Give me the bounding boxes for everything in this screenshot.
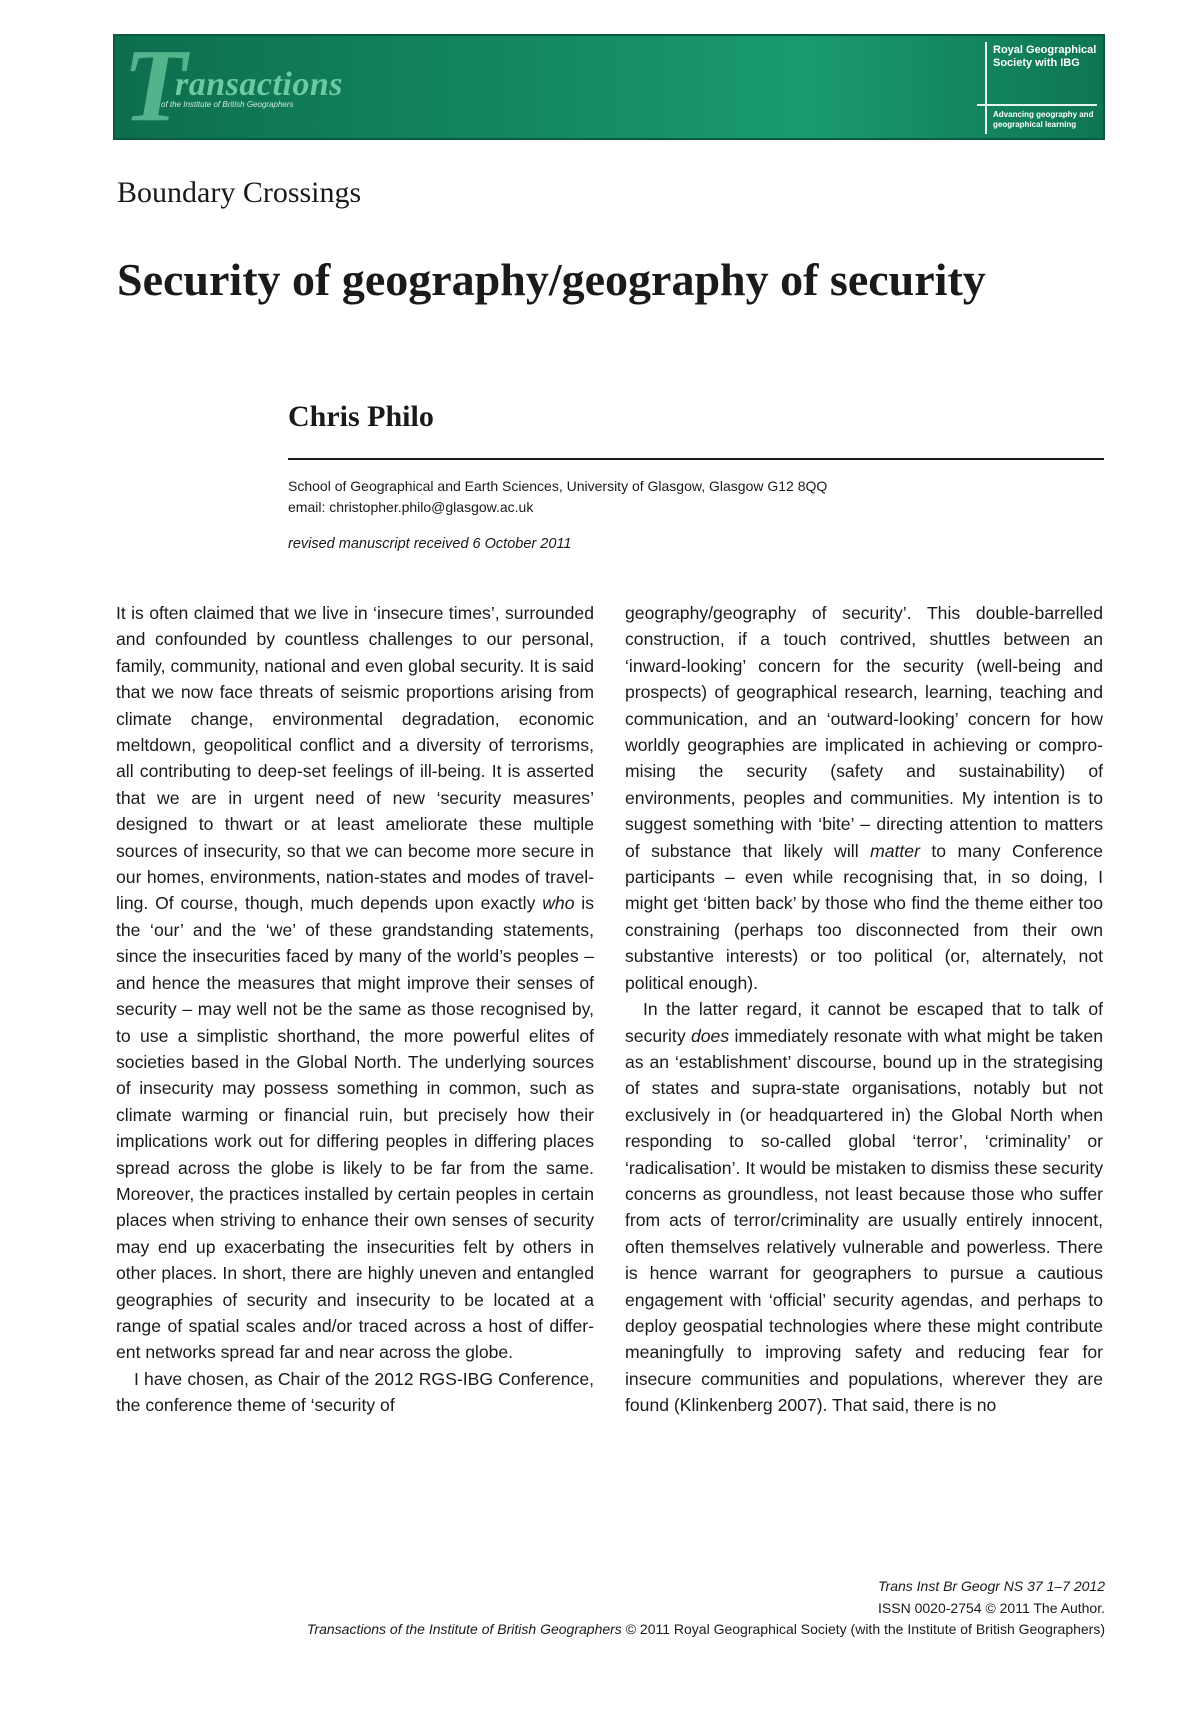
- paragraph-text: It is often claimed that we live in ‘insecure times’, surrounded and confounded by countless challenges to our personal, family, community, national and even global security. It is said that we now face threats of seismic proportions arising from climate change, environmental degradation, economic meltdown, geopolitical conflict and a diversity of terrorisms, all contributing to deep-set feelings of ill-being. It is asserted that we are in urgent need of new ‘security measures’ designed to thwart or at least ameliorate these multiple sources of insecurity, so that we can become more secure in our homes, environments, nation-states and modes of travelling. Of course, though, much depends upon exactly: [116, 603, 594, 914]
- journal-banner: [113, 34, 1105, 140]
- emphasis-text: who: [542, 893, 575, 914]
- author-affiliation: [288, 476, 1108, 518]
- affiliation-address: School of Geographical and Earth Sciences, University of Glasgow, Glasgow G12 8QQ: [288, 478, 828, 494]
- journal-initial: T: [123, 34, 187, 140]
- page-footer: [307, 1576, 1105, 1641]
- emphasis-text: matter: [870, 840, 920, 861]
- paragraph-text: geography/geography of security’. This double-barrelled construction, if a touch contrived, shuttles between an ‘inward-looking’ concern for the security (well-being and prospects) of geographical research, learning, teaching and communication, and an ‘outward-looking’ concern for how worldly geographies are implicated in achieving or compromising the security (safety and sustainability) of environments, peoples and communities. My intention is to suggest something with ‘bite’ – directing attention to matters of substance that likely will: [625, 603, 1103, 861]
- footer-citation: Trans Inst Br Geogr NS 37 1–7 2012: [878, 1578, 1105, 1594]
- paragraph: [116, 600, 594, 1366]
- paragraph-text: to many Conference participants – even while recognising that, in so doing, I might get ‘bitten back’ by those who find the theme either too constraining (perhaps too disconnected from their own substantive interests) or too political (or, alternately, not political enough).: [625, 840, 1103, 993]
- footer-journal-name: Transactions of the Institute of British Geographers: [306, 1621, 622, 1637]
- paragraph-text: is the ‘our’ and the ‘we’ of these grandstanding statements, since the insecurities faced by many of the world’s peoples – and hence the measures that might improve their senses of security – may well not be the same as those recognised by, to use a simplistic shorthand, the more powerful elites of societies based in the Global North. The underlying sources of insecurity may possess something in common, such as climate warming or financial ruin, but precisely how their implications work out for differing peoples in differing places spread across the globe is likely to be far from the same. Moreover, the practices installed by certain peoples in certain places when striving to enhance their own senses of security may end up exacerbating the insecurities felt by others in other places. In short, there are highly uneven and entangled geographies of security and insecurity to be located at a range of spatial scales and/or traced across a host of different networks spread far and near across the globe.: [116, 893, 595, 1363]
- journal-subtitle: of the Institute of British Geographers: [161, 100, 294, 109]
- received-date: revised manuscript received 6 October 2011: [288, 536, 572, 552]
- rgs-logo-tagline: Advancing geography and geographical learning: [993, 110, 1094, 129]
- affiliation-email: email: christopher.philo@glasgow.ac.uk: [288, 499, 534, 515]
- paragraph: [625, 600, 1103, 996]
- journal-title: ransactions: [175, 66, 343, 103]
- author-divider: [288, 458, 1104, 460]
- footer-issn: ISSN 0020-2754 © 2011 The Author.: [878, 1599, 1105, 1616]
- paragraph-text: immediately resonate with what might be taken as an ‘establishment’ discourse, bound up in the strategising of states and supra-state organisations, notably but not exclusively in (or headquartered in) the Global North when responding to so-called global ‘terror’, ‘criminality’ or ‘radicalisation’. It would be mistaken to dismiss these security concerns as groundless, not least because those who suffer from acts of terror/criminality are usually entirely innocent, often themselves relatively vulnerable and powerless. There is hence warrant for geographers to pursue a cautious engagement with ‘official’ security agendas, and perhaps to deploy geospatial technologies where these might contribute meaningfully to improving safety and reducing fear for insecure communities and populations, wherever they are found (Klinkenberg 2007). That said, there is no: [625, 1025, 1103, 1416]
- paragraph: I have chosen, as Chair of the 2012 RGS-IBG Conference, the conference theme of ‘security of: [116, 1368, 594, 1416]
- body-column-left: [116, 600, 594, 1419]
- paragraph: [625, 996, 1103, 1419]
- rgs-logo-cross-horizontal: [977, 104, 1097, 106]
- paragraph-text: In the latter regard, it cannot be escaped that to talk of security: [625, 999, 1103, 1046]
- article-title: Security of geography/geography of security: [117, 254, 986, 305]
- emphasis-text: does: [690, 1025, 730, 1046]
- footer-copyright: [307, 1619, 1105, 1641]
- body-column-right: [625, 600, 1103, 1419]
- rgs-logo-name: Royal Geographical Society with IBG: [993, 44, 1097, 69]
- section-label: Boundary Crossings: [117, 176, 362, 209]
- rgs-logo-cross-vertical: [985, 42, 987, 134]
- footer-copyright-text: © 2011 Royal Geographical Society (with the Institute of British Geographers): [621, 1621, 1105, 1637]
- author-name: Chris Philo: [288, 400, 434, 433]
